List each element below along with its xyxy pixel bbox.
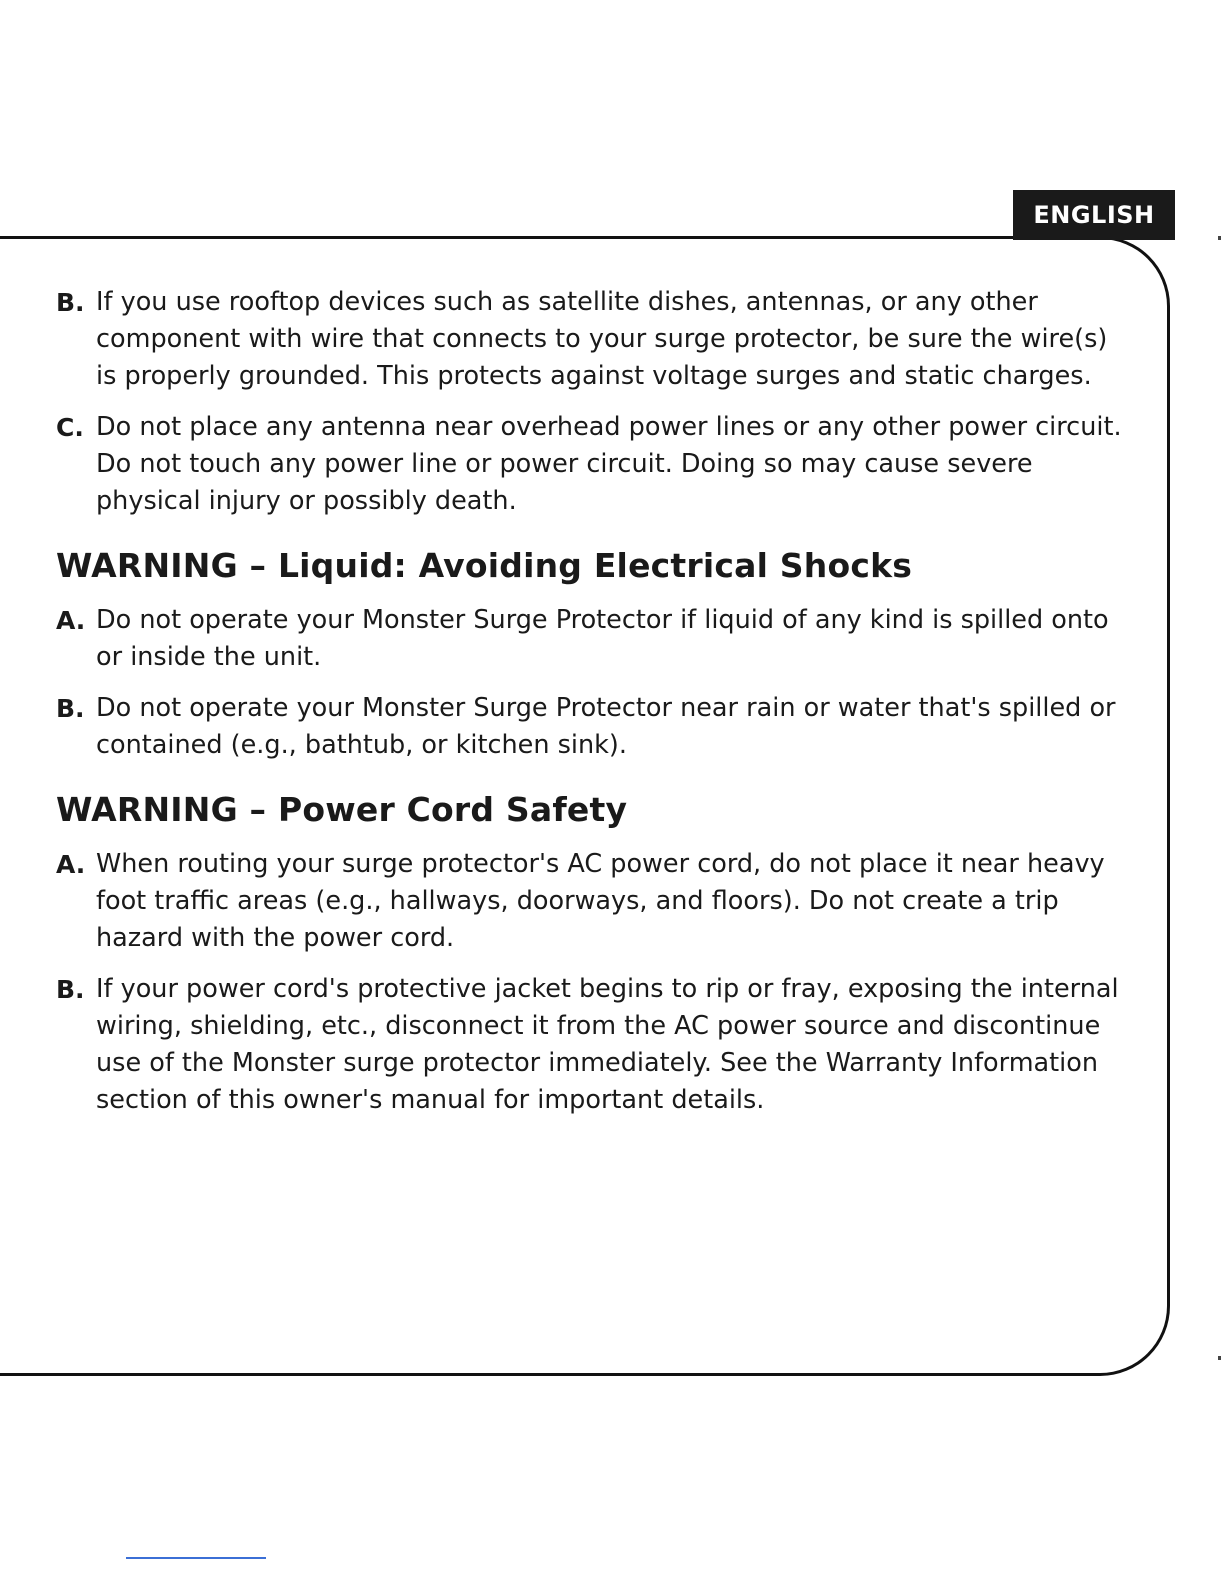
item-text: Do not operate your Monster Surge Protector near rain or water that's spilled or contained (e.g., bathtub, or kitchen sink).	[96, 693, 1116, 760]
item-text: Do not place any antenna near overhead power lines or any other power circuit. Do not touch any power line or power circuit. Doing so may cause severe physical injury or possibly death.	[96, 412, 1122, 516]
list-item	[56, 409, 1126, 520]
item-letter: B.	[56, 975, 85, 1004]
item-letter: C.	[56, 413, 84, 442]
section-heading-liquid: WARNING – Liquid: Avoiding Electrical Shocks	[56, 546, 913, 585]
item-letter: A.	[56, 606, 86, 635]
edge-mark	[1218, 1356, 1221, 1360]
item-letter: B.	[56, 288, 85, 317]
scan-artifact-line	[126, 1557, 266, 1559]
item-text: If you use rooftop devices such as satellite dishes, antennas, or any other component with wire that connects to your surge protector, be sure the wire(s) is properly grounded. This protects against voltage surges and static charges.	[96, 287, 1108, 391]
list-item	[56, 846, 1126, 957]
list-item	[56, 602, 1126, 676]
item-text: If your power cord's protective jacket begins to rip or fray, exposing the internal wiring, shielding, etc., disconnect it from the AC power source and discontinue use of the Monster surge protector immediately. See the Warranty Information section of this owner's manual for important details.	[96, 974, 1119, 1115]
item-letter: A.	[56, 850, 86, 879]
item-letter: B.	[56, 694, 85, 723]
list-item	[56, 690, 1126, 764]
manual-content	[56, 284, 1126, 1133]
list-item	[56, 284, 1126, 395]
item-text: Do not operate your Monster Surge Protector if liquid of any kind is spilled onto or inside the unit.	[96, 605, 1109, 672]
item-text: When routing your surge protector's AC power cord, do not place it near heavy foot traffic areas (e.g., hallways, doorways, and floors). Do not create a trip hazard with the power cord.	[96, 849, 1105, 953]
language-tab: ENGLISH	[1013, 190, 1175, 240]
edge-mark	[1218, 236, 1221, 240]
section-heading-power-cord: WARNING – Power Cord Safety	[56, 790, 628, 829]
list-item	[56, 971, 1126, 1119]
